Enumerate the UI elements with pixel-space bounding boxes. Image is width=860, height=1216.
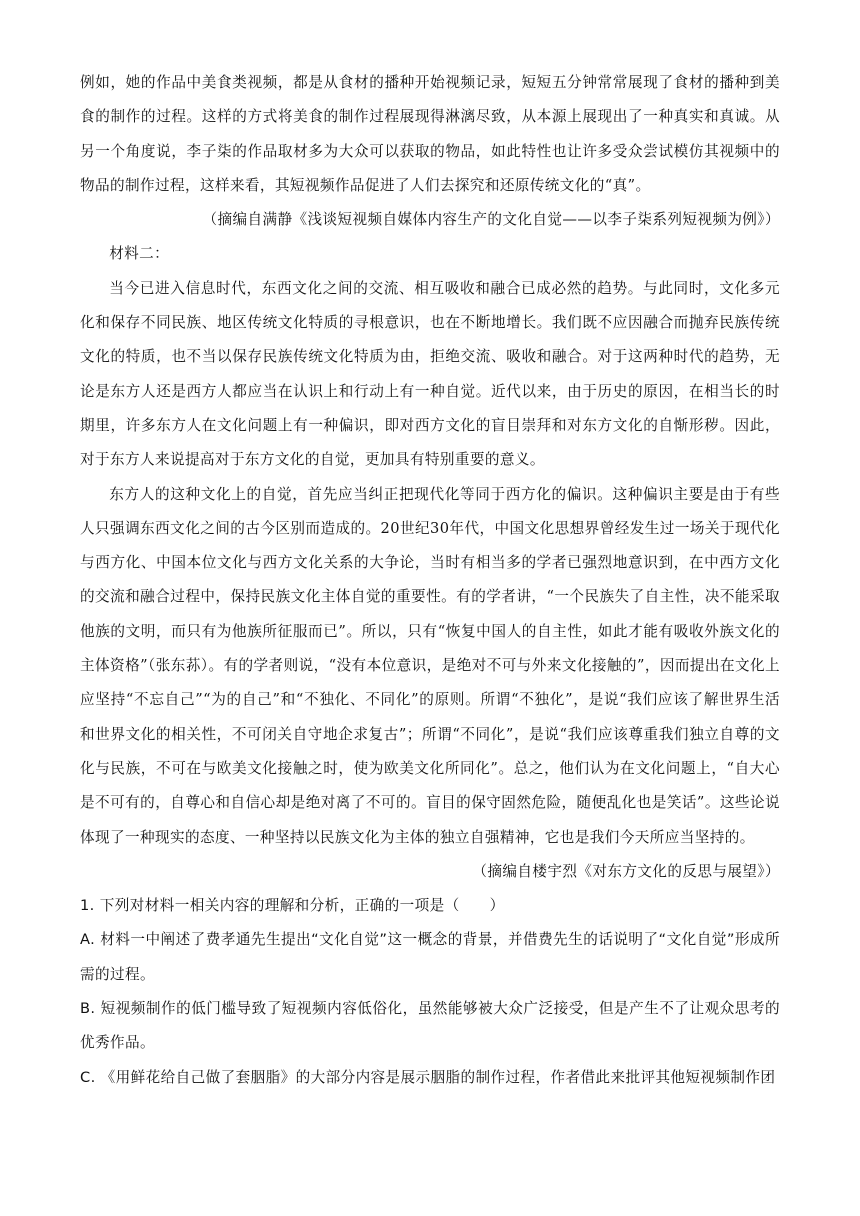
question-1-option-c: C. 《用鲜花给自己做了套胭脂》的大部分内容是展示胭脂的制作过程，作者借此来批评其他短视频制作团 [80, 1068, 776, 1086]
article-body [80, 66, 780, 1095]
question-1-option-a: A. 材料一中阐述了费孝通先生提出“文化自觉”这一概念的背景，并借费先生的话说明了“文化自觉”形成所需的过程。 [80, 931, 780, 983]
material2-source: （摘编自楼宇烈《对东方文化的反思与展望》） [472, 862, 780, 880]
material1-source: （摘编自满静《浅谈短视频自媒体内容生产的文化自觉——以李子柒系列短视频为例》） [202, 211, 780, 229]
material2-heading: 材料二： [109, 245, 170, 263]
material1-tail-paragraph: 例如，她的作品中美食类视频，都是从食材的播种开始视频记录，短短五分钟常常展现了食材的播种到美食的制作的过程。这样的方式将美食的制作过程展现得淋漓尽致，从本源上展现出了一种真实和真诚。从另一个角度说，李子柒的作品取材多为大众可以获取的物品，如此特性也让许多受众尝试模仿其视频中的物品的制作过程，这样来看，其短视频作品促进了人们去探究和还原传统文化的“真”。 [80, 74, 780, 194]
material2-paragraph-1: 当今已进入信息时代，东西文化之间的交流、相互吸收和融合已成必然的趋势。与此同时，文化多元化和保存不同民族、地区传统文化特质的寻根意识，也在不断地增长。我们既不应因融合而抛弃民族传统文化的特质，也不当以保存民族传统文化特质为由，拒绝交流、吸收和融合。对于这两种时代的趋势，无论是东方人还是西方人都应当在认识上和行动上有一种自觉。近代以来，由于历史的原因，在相当长的时期里，许多东方人在文化问题上有一种偏识，即对西方文化的盲目崇拜和对东方文化的自惭形秽。因此，对于东方人来说提高对于东方文化的自觉，更加具有特别重要的意义。 [80, 279, 780, 469]
material2-paragraph-2: 东方人的这种文化上的自觉，首先应当纠正把现代化等同于西方化的偏识。这种偏识主要是由于有些人只强调东西文化之间的古今区别而造成的。20世纪30年代，中国文化思想界曾经发生过一场关于现代化与西方化、中国本位文化与西方文化关系的大争论，当时有相当多的学者已强烈地意识到，在中西方文化的交流和融合过程中，保持民族文化主体自觉的重要性。有的学者讲，“一个民族失了自主性，决不能采取他族的文明，而只有为他族所征服而已”。所以，只有“恢复中国人的自主性，如此才能有吸收外族文化的主体资格”（张东荪）。有的学者则说，“没有本位意识，是绝对不可与外来文化接触的”，因而提出在文化上应坚持“不忘自己”“为的自己”和“不独化、不同化”的原则。所谓“不独化”，是说“我们应该了解世界生活和世界文化的相关性，不可闭关自守地企求复古”；所谓“不同化”，是说“我们应该尊重我们独立自尊的文化与民族，不可在与欧美文化接触之时，使为欧美文化所同化”。总之，他们认为在文化问题上，“自大心是不可有的，自尊心和自信心却是绝对离了不可的。盲目的保守固然危险，随便乱化也是笑话”。这些论说体现了一种现实的态度、一种坚持以民族文化为主体的独立自强精神，它也是我们今天所应当坚持的。 [80, 485, 780, 846]
question-1-option-b: B. 短视频制作的低门槛导致了短视频内容低俗化，虽然能够被大众广泛接受，但是产生不了让观众思考的优秀作品。 [80, 1000, 780, 1052]
question-1-stem: 1. 下列对材料一相关内容的理解和分析，正确的一项是（ ） [80, 897, 505, 915]
